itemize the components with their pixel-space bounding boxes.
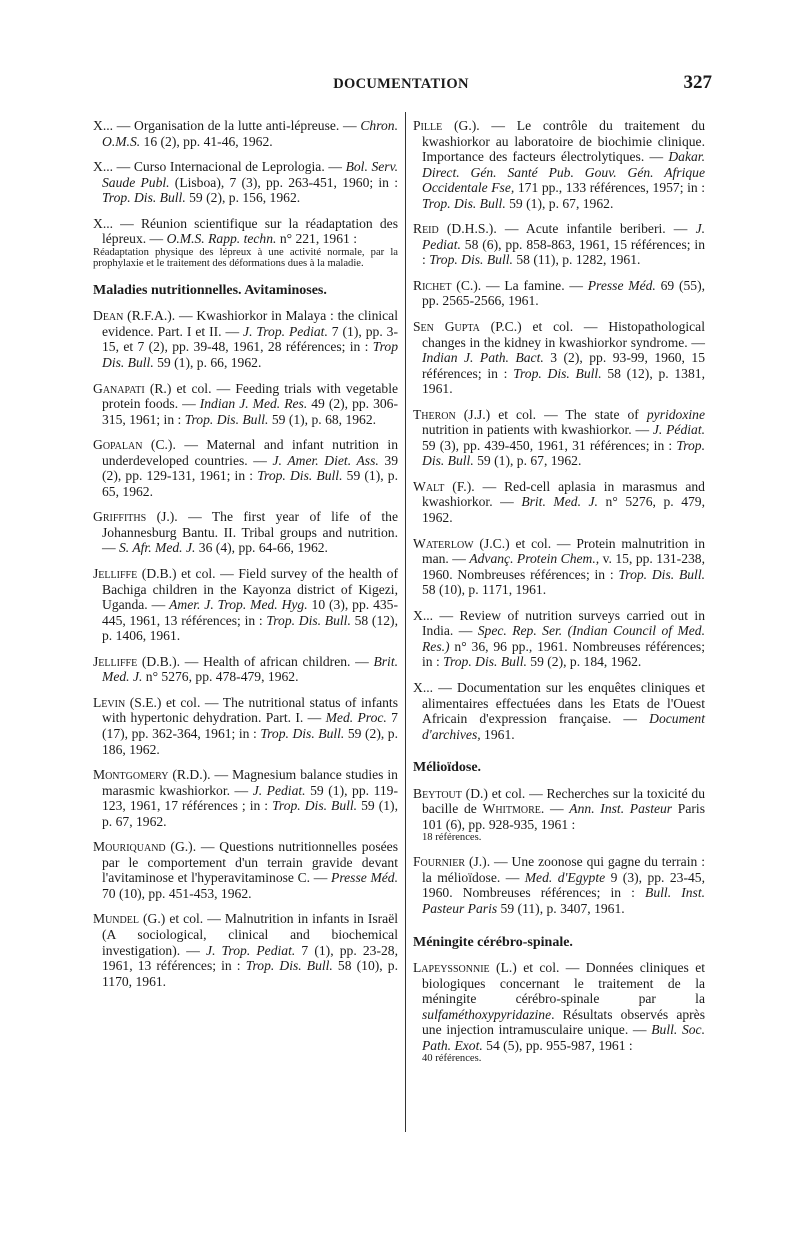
entry-source: S. Afr. Med. J. <box>119 540 196 556</box>
entry-citation: nutrition in patients with kwashiorkor. — <box>422 422 653 438</box>
reference-entry <box>93 654 398 685</box>
section-heading: Maladies nutritionnelles. Avitaminoses. <box>93 282 327 298</box>
reference-entry <box>93 216 398 269</box>
reference-entry <box>93 695 398 757</box>
entry-citation: 39 (2), pp. 129-131, 1961; in : <box>102 452 398 484</box>
entry-source: Bol. Serv. Saude Publ. <box>102 159 398 190</box>
entry-citation: 59 (1), pp. 119-123, 1961, 17 références ; in : <box>102 782 399 814</box>
reference-entry <box>413 608 705 670</box>
entry-citation: 7 (1), pp. 3-15, et 7 (2), pp. 39-48, 1961, 28 références; in : <box>102 323 398 355</box>
entry-author: X... <box>93 215 114 231</box>
entry-author: Ganapati <box>93 380 145 396</box>
entry-initials: (G.). <box>442 118 480 133</box>
entry-title: et col. — Feeding trials with vegetable protein foods. — <box>102 380 399 412</box>
entry-source: Med. Proc. <box>325 710 387 726</box>
entry-secondary-citation: 59 (2), p. 156, 1962. <box>185 190 301 206</box>
entry-tertiary-source: Trop. Dis. Bull. <box>422 437 705 469</box>
entry-secondary-source: J. Pédiat. <box>652 422 705 438</box>
entry-title: — Health of african children. — <box>180 653 374 669</box>
entry-citation: n° 5276, pp. 478-479, 1962. <box>142 669 299 685</box>
entry-note: 40 références. <box>422 1053 482 1065</box>
entry-separator: . — <box>540 801 570 817</box>
entry-initials: (J.). <box>465 854 491 870</box>
reference-entry <box>93 566 398 644</box>
entry-initials: (P.C.) <box>479 319 522 335</box>
entry-source: sulfaméthoxypyridazine <box>422 1006 552 1022</box>
entry-title: — Organisation de la lutte anti-lépreuse. — <box>113 118 361 133</box>
entry-title: et col. — Histopathological changes in the kidney in kwashiorkor syndrome. — <box>422 319 705 350</box>
entry-author: Jelliffe <box>93 653 138 669</box>
reference-entry <box>413 221 705 268</box>
entry-initials: (R.D.). <box>168 767 211 783</box>
entry-title: — Curso Internacional de Leprologia. — <box>113 159 346 175</box>
entry-source: Presse Méd. <box>587 277 656 293</box>
entry-initials: (S.E.) <box>125 694 162 710</box>
entry-secondary-citation: 58 (12), p. 1406, 1961. <box>102 612 398 644</box>
entry-title: et col. — The state of <box>490 406 647 422</box>
entry-note: 18 références. <box>422 832 482 844</box>
column-divider <box>405 112 406 1132</box>
entry-citation: 10 (3), pp. 435-445, 1961, 13 références; in : <box>102 597 398 628</box>
entry-secondary-source: Trop. Dis. Bull. <box>260 725 345 741</box>
entry-citation: 49 (2), pp. 306-315, 1961; in : <box>102 396 398 427</box>
section-heading: Méningite cérébro-spinale. <box>413 934 573 950</box>
entry-author: Montgomery <box>93 767 169 783</box>
entry-initials: (J.C.) <box>473 535 510 551</box>
entry-initials: (F.). <box>444 478 475 494</box>
entry-citation: 7 (17), pp. 362-364, 1961; in : <box>102 710 398 741</box>
entry-author: X... <box>93 118 114 133</box>
entry-author: Pille <box>413 118 443 133</box>
entry-title: et col. — Malnutrition in infants in Israël (A sociological, clinical and biochemical investigation). — <box>102 911 399 958</box>
reference-entry <box>413 278 705 309</box>
entry-citation: . Résultats observés après une injection intramusculaire unique. — <box>422 1006 705 1038</box>
entry-secondary-source: Trop. Dis. Bull. <box>102 190 186 206</box>
entry-author: Reid <box>413 221 439 237</box>
page-header <box>90 74 712 98</box>
left-column <box>93 118 398 999</box>
entry-title: — Le contrôle du traitement du kwashiorkor au laboratoire de biochimie clinique. Importance des facteurs électrolytiques. — <box>422 118 705 165</box>
reference-entry <box>93 381 398 428</box>
entry-source: pyridoxine <box>646 406 705 422</box>
entry-secondary-citation: 58 (10), p. 1171, 1961. <box>422 582 547 598</box>
entry-author: Lapeyssonnie <box>413 960 490 976</box>
entry-initials: (D.B.). <box>137 653 181 669</box>
entry-author: Walt <box>413 478 445 494</box>
entry-initials: (R.F.A.). <box>123 308 176 324</box>
entry-source: O.M.S. Rapp. techn. <box>166 231 277 247</box>
entry-author: Sen Gupta <box>413 319 480 335</box>
entry-citation: n° 221, 1961 : <box>276 231 358 247</box>
entry-citation: 171 pp., 133 références, 1957; in : <box>514 180 705 196</box>
entry-citation: 9 (3), pp. 23-45, 1960. Nombreuses références; in : <box>422 869 705 901</box>
right-column <box>413 118 705 1075</box>
entry-initials: (D.) <box>461 785 488 801</box>
entry-title: et col. — Données cliniques et biologiques concernant le traitement de la méningite cérébro-spinale par la <box>422 960 705 1007</box>
entry-source: J. Pediat. <box>422 221 706 252</box>
entry-title: et col. — Protein malnutrition in man. — <box>422 535 705 567</box>
reference-entry <box>413 118 705 211</box>
entry-source: Dakar. Direct. Gén. Santé Pub. Gouv. Gén. Afrique Occidentale Fse, <box>422 149 705 196</box>
entry-source: Document d'archives, <box>422 711 705 742</box>
entry-initials: (G.) <box>138 911 166 927</box>
entry-source: Brit. Med. J. <box>102 653 398 685</box>
entry-title: — Maternal and infant nutrition in underdeveloped countries. — <box>102 437 399 468</box>
entry-source: Ann. Inst. Pasteur <box>569 801 673 817</box>
entry-cited-author: Whitmore <box>482 801 541 817</box>
entry-author: X... <box>413 607 434 623</box>
reference-entry <box>413 960 705 1065</box>
reference-entry <box>413 407 705 469</box>
page-number: 327 <box>683 72 712 93</box>
entry-title: et col. — The nutritional status of infants with hypertonic dehydration. Part. I. — <box>102 694 398 726</box>
entry-title: — Red-cell aplasia in marasmus and kwashiorkor. — <box>422 478 705 510</box>
entry-author: Levin <box>93 694 126 710</box>
entry-tertiary-citation: 59 (1), p. 67, 1962. <box>473 453 582 469</box>
reference-entry <box>413 854 705 916</box>
entry-secondary-source: Trop. Dis. Bull. <box>422 195 506 211</box>
reference-entry <box>93 911 398 989</box>
entry-initials: (J.). <box>146 509 178 525</box>
entry-author: Richet <box>413 277 452 293</box>
entry-secondary-citation: 59 (1), p. 65, 1962. <box>102 468 399 499</box>
entry-title: — Documentation sur les enquêtes cliniques et alimentaires effectuées dans les Etats de l'Ouest Africain d'expression française. — <box>422 679 705 727</box>
entry-citation: v. 15, pp. 131-238, 1960. Nombreuses références; in : <box>422 551 705 582</box>
entry-secondary-source: Bull. Soc. Path. Exot. <box>422 1022 705 1053</box>
entry-citation: 70 (10), pp. 451-453, 1962. <box>102 885 252 901</box>
entry-source: Spec. Rep. Ser. (Indian Council of Med. Res.) <box>422 623 705 654</box>
entry-author: Mouriquand <box>93 839 166 855</box>
entry-title: — Kwashiorkor in Malaya : the clinical evidence. Part. I et II. — <box>102 308 398 339</box>
entry-source: Brit. Med. J. <box>521 494 598 510</box>
entry-initials: (J.J.) <box>455 406 491 422</box>
reference-entry <box>93 308 398 370</box>
entry-initials: (D.B.) <box>137 566 177 582</box>
entry-secondary-citation: 59 (2), p. 186, 1962. <box>102 725 398 757</box>
entry-citation: n° 5276, p. 479, 1962. <box>422 494 705 526</box>
entry-author: Gopalan <box>93 437 143 453</box>
entry-citation: n° 36, 96 pp., 1961. Nombreuses références; in : <box>422 638 705 670</box>
entry-citation: (Lisboa), 7 (3), pp. 263-451, 1960; in : <box>169 174 398 190</box>
entry-source: J. Pediat. <box>252 782 306 798</box>
entry-title: et col. — Field survey of the health of Bachiga children in the Kayonza district of Kigezi, Uganda. — <box>102 566 398 613</box>
entry-author: X... <box>93 159 114 175</box>
entry-secondary-citation: 59 (2), p. 184, 1962. <box>526 654 642 670</box>
entry-secondary-source: Trop. Dis. Bull. <box>618 566 705 582</box>
entry-author: Fournier <box>413 854 466 870</box>
reference-entry <box>413 680 705 742</box>
entry-author: Mundel <box>93 911 139 927</box>
entry-secondary-source: Bull. Inst. Pasteur Paris <box>422 885 705 916</box>
entry-secondary-source: Trop. Dis. Bull. <box>266 612 351 628</box>
entry-initials: (D.H.S.). <box>438 221 497 237</box>
entry-citation: 3 (2), pp. 93-99, 1960, 15 références; in : <box>422 350 705 381</box>
entry-source: Amer. J. Trop. Med. Hyg. <box>169 597 308 613</box>
entry-secondary-citation: 59 (1), p. 67, 1962. <box>102 798 398 829</box>
entry-title: — Réunion scientifique sur la réadaptation des lépreux. — <box>102 215 398 247</box>
entry-initials: (C.). <box>142 437 176 453</box>
reference-entry <box>93 159 398 206</box>
entry-title: — Review of nutrition surveys carried out in India. — <box>422 607 705 639</box>
entry-secondary-citation: 54 (5), pp. 955-987, 1961 : <box>482 1037 633 1053</box>
running-title: DOCUMENTATION <box>333 76 469 92</box>
entry-source: Advanç. Protein Chem., <box>469 551 600 567</box>
entry-source: Indian J. Path. Bact. <box>422 350 544 366</box>
entry-title: — The first year of life of the Johannesburg Bantu. II. Tribal groups and nutrition. — <box>102 509 399 556</box>
reference-entry <box>93 437 398 499</box>
entry-secondary-source: Trop. Dis. Bull. <box>513 365 602 381</box>
entry-secondary-citation: 59 (1), p. 67, 1962. <box>505 195 614 211</box>
entry-secondary-citation: 59 (1), p. 68, 1962. <box>268 411 377 427</box>
entry-secondary-source: Trop. Dis. Bull. <box>429 252 513 268</box>
entry-citation: 58 (6), pp. 858-863, 1961, 15 références; in : <box>422 236 705 268</box>
entry-secondary-citation: 58 (11), p. 1282, 1961. <box>512 252 641 268</box>
entry-source: Indian J. Med. Res. <box>199 396 308 412</box>
entry-author: Beytout <box>413 785 462 801</box>
entry-author: Theron <box>413 406 456 422</box>
entry-initials: (G.). <box>165 839 197 855</box>
entry-citation: 16 (2), pp. 41-46, 1962. <box>140 133 273 149</box>
entry-author: X... <box>413 679 434 695</box>
entry-secondary-citation: 59 (3), pp. 439-450, 1961, 31 références; in : <box>422 437 677 453</box>
entry-source: Chron. O.M.S. <box>102 118 398 149</box>
entry-author: Dean <box>93 308 124 324</box>
entry-title: — Magnesium balance studies in marasmic kwashiorkor. — <box>102 767 398 798</box>
entry-secondary-citation: 59 (11), p. 3407, 1961. <box>497 900 625 916</box>
entry-source: Presse Méd. <box>331 870 398 886</box>
reference-entry <box>93 118 398 149</box>
reference-entry <box>413 319 705 397</box>
entry-citation: 69 (55), pp. 2565-2566, 1961. <box>422 277 705 309</box>
entry-secondary-source: Trop. Dis. Bull. <box>257 468 343 484</box>
reference-entry <box>413 786 705 845</box>
entry-source: J. Amer. Diet. Ass. <box>272 452 379 468</box>
entry-citation: 36 (4), pp. 64-66, 1962. <box>195 540 328 556</box>
entry-author: Waterlow <box>413 535 474 551</box>
entry-source: J. Trop. Pediat. <box>243 323 328 339</box>
entry-secondary-source: Trop. Dis. Bull. <box>245 958 333 974</box>
entry-secondary-source: Trop. Dis. Bull. <box>184 411 269 427</box>
entry-secondary-citation: 58 (10), p. 1170, 1961. <box>102 958 398 989</box>
reference-entry <box>413 479 705 526</box>
entry-secondary-citation: 59 (1), p. 66, 1962. <box>153 355 262 371</box>
entry-title: — Une zoonose qui gagne du terrain : la mélioïdose. — <box>422 854 705 885</box>
entry-secondary-source: Trop. Dis. Bull. <box>272 798 358 814</box>
entry-note: Réadaptation physique des lépreux à une activité normale, par la prophylaxie et le traitement des déformations dues à la maladie. <box>93 246 398 269</box>
reference-entry <box>93 839 398 901</box>
reference-entry <box>93 509 398 556</box>
entry-secondary-source: Trop. Dis. Bull. <box>443 654 527 670</box>
entry-author: Jelliffe <box>93 566 138 582</box>
entry-initials: (R.) <box>144 380 172 396</box>
entry-title: — Acute infantile beriberi. — <box>496 221 696 237</box>
section-heading: Mélioïdose. <box>413 760 482 776</box>
entry-secondary-citation: 58 (12), p. 1381, 1961. <box>422 365 705 397</box>
entry-citation: Paris 101 (6), pp. 928-935, 1961 : <box>422 801 705 832</box>
entry-initials: (L.) <box>489 960 517 976</box>
entry-secondary-source: Trop Dis. Bull. <box>102 339 398 371</box>
entry-title: et col. — Recherches sur la toxicité du bacille de <box>422 785 705 817</box>
entry-initials: (C.). <box>451 277 482 293</box>
reference-list <box>93 308 398 989</box>
reference-list <box>413 118 705 742</box>
entry-title: — La famine. — <box>481 277 588 293</box>
entry-title: — Questions nutritionnelles posées par le comportement d'un terrain gravide devant l'avitaminose et l'hyperavitaminose C. — <box>102 839 398 886</box>
reference-entry <box>413 536 705 598</box>
entry-source: Med. d'Egypte <box>524 869 606 885</box>
entry-source: J. Trop. Pediat. <box>206 942 296 958</box>
reference-entry <box>93 767 398 829</box>
entry-citation: 1961. <box>480 726 515 742</box>
entry-citation: 7 (1), pp. 23-28, 1961, 13 références; in : <box>102 942 398 974</box>
entry-author: Griffiths <box>93 509 147 525</box>
